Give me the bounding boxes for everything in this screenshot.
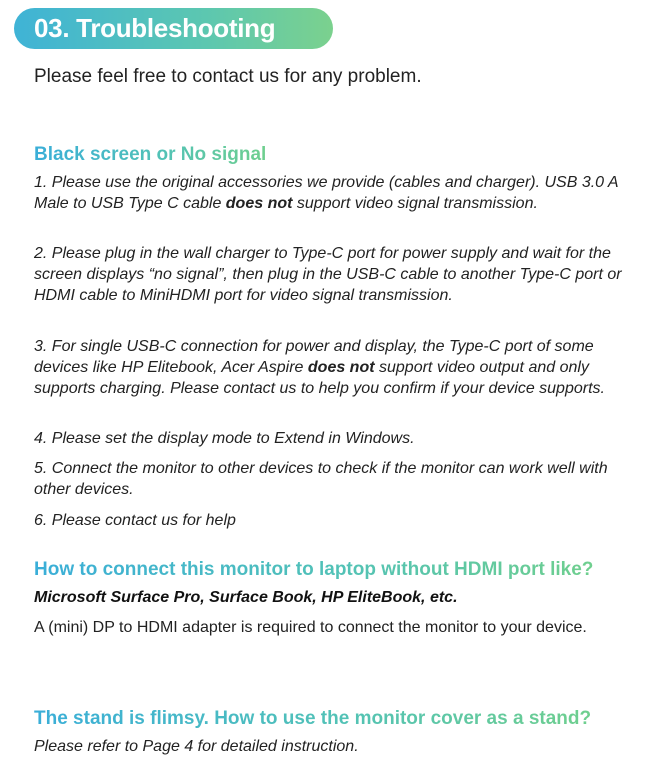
- troubleshoot-item-6: 6. Please contact us for help: [34, 512, 236, 529]
- device-examples: Microsoft Surface Pro, Surface Book, HP EliteBook, etc.: [34, 589, 458, 606]
- adapter-note: A (mini) DP to HDMI adapter is required to connect the monitor to your device.: [34, 619, 587, 636]
- section-title: 03. Troubleshooting: [34, 13, 276, 43]
- section-title-pill: [14, 8, 333, 49]
- troubleshoot-item-5: 5. Connect the monitor to other devices to check if the monitor can work well with other devices.: [34, 460, 608, 498]
- troubleshoot-item-1: 1. Please use the original accessories we provide (cables and charger). USB 3.0 A Male to USB Type C cable does not support video signal transmission.: [34, 174, 619, 212]
- troubleshoot-item-4: 4. Please set the display mode to Extend in Windows.: [34, 430, 415, 447]
- intro-text: Please feel free to contact us for any problem.: [34, 66, 422, 87]
- troubleshoot-item-3: 3. For single USB-C connection for power and display, the Type-C port of some devices like HP Elitebook, Acer Aspire does not support video output and only supports charging. Please contact us to help you confirm if your device supports.: [34, 338, 605, 397]
- heading-no-hdmi-port: How to connect this monitor to laptop without HDMI port like?: [34, 559, 594, 580]
- heading-flimsy-stand: The stand is flimsy. How to use the monitor cover as a stand?: [34, 708, 592, 729]
- heading-black-screen: Black screen or No signal: [34, 144, 267, 165]
- troubleshoot-item-2: 2. Please plug in the wall charger to Type-C port for power supply and wait for the screen displays “no signal”, then plug in the USB-C cable to another Type-C port or HDMI cable to MiniHDMI port for video signal transmission.: [34, 245, 622, 304]
- stand-instruction: Please refer to Page 4 for detailed instruction.: [34, 738, 359, 755]
